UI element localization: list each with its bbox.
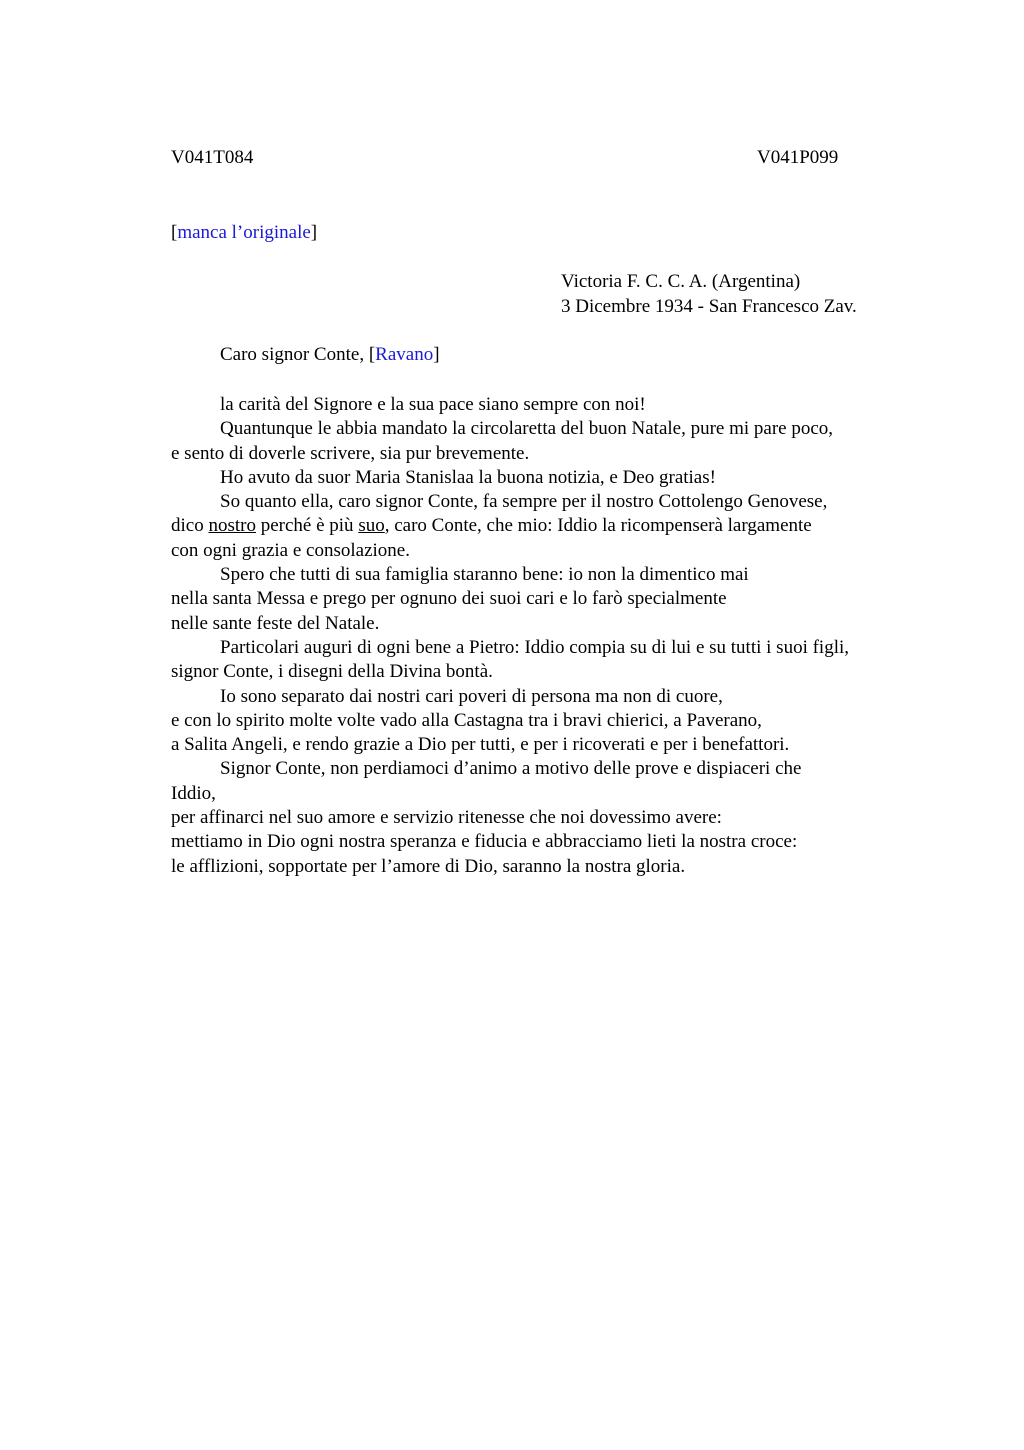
letter-line: e con lo spirito molte volte vado alla Castagna tra i bravi chierici, a Paverano, — [171, 709, 762, 731]
letter-line: mettiamo in Dio ogni nostra speranza e fiducia e abbracciamo lieti la nostra croce: — [171, 831, 798, 853]
place-date-block — [561, 270, 857, 319]
line-text: dico — [171, 515, 209, 537]
document-code-right: V041P099 — [757, 147, 839, 168]
letter-line: la carità del Signore e la sua pace siano sempre con noi! — [220, 394, 646, 415]
recipient-name: Ravano — [375, 344, 434, 365]
line-text: perché è più — [255, 515, 359, 537]
letter-line: Io sono separato dai nostri cari poveri di persona ma non di cuore, — [220, 685, 723, 707]
salutation — [220, 343, 440, 367]
letter-line: Spero che tutti di sua famiglia staranno bene: io non la dimentico mai — [220, 564, 749, 586]
letter-line: a Salita Angeli, e rendo grazie a Dio per tutti, e per i ricoverati e per i benefattori. — [171, 734, 790, 756]
letter-line: per affinarci nel suo amore e servizio ritenesse che noi dovessimo avere: — [171, 807, 722, 829]
letter-line: le afflizioni, sopportate per l’amore di Dio, saranno la nostra gloria. — [171, 855, 686, 877]
letter-line: Particolari auguri di ogni bene a Pietro: Iddio compia su di lui e su tutti i suoi figli, — [220, 636, 850, 658]
original-missing-note — [171, 222, 317, 244]
letter-line: So quanto ella, caro signor Conte, fa sempre per il nostro Cottolengo Genovese, — [220, 491, 828, 513]
letter-date: 3 Dicembre 1934 - San Francesco Zav. — [561, 295, 857, 317]
letter-line: con ogni grazia e consolazione. — [171, 539, 410, 561]
line-text: , caro Conte, che mio: Iddio la ricompenserà largamente — [384, 515, 812, 537]
document-code-left: V041T084 — [171, 147, 254, 168]
note-text: manca l’originale — [177, 222, 311, 243]
salutation-bracket-close: ] — [433, 344, 440, 365]
letter-line: nella santa Messa e prego per ognuno dei suoi cari e lo farò specialmente — [171, 588, 727, 610]
letter-line: nelle sante feste del Natale. — [171, 612, 380, 634]
letter-line: Quantunque le abbia mandato la circolaretta del buon Natale, pure mi pare poco, — [220, 418, 834, 440]
letter-line: Iddio, — [171, 782, 216, 804]
letter-place: Victoria F. C. C. A. (Argentina) — [561, 271, 801, 292]
letter-line: e sento di doverle scrivere, sia pur brevemente. — [171, 442, 530, 464]
letter-line: signor Conte, i disegni della Divina bontà. — [171, 661, 493, 683]
salutation-text: Caro signor Conte, — [220, 344, 369, 365]
underlined-word: nostro — [208, 515, 256, 537]
letter-body — [171, 393, 911, 879]
letter-line: Signor Conte, non perdiamoci d’animo a motivo delle prove e dispiaceri che — [220, 758, 802, 780]
letter-line — [171, 514, 911, 538]
note-bracket-open: [ — [171, 222, 178, 243]
note-bracket-close: ] — [310, 222, 318, 243]
salutation-bracket-open: [ — [368, 344, 376, 365]
underlined-word: suo — [358, 515, 385, 537]
letter-line: Ho avuto da suor Maria Stanislaa la buona notizia, e Deo gratias! — [220, 466, 716, 488]
